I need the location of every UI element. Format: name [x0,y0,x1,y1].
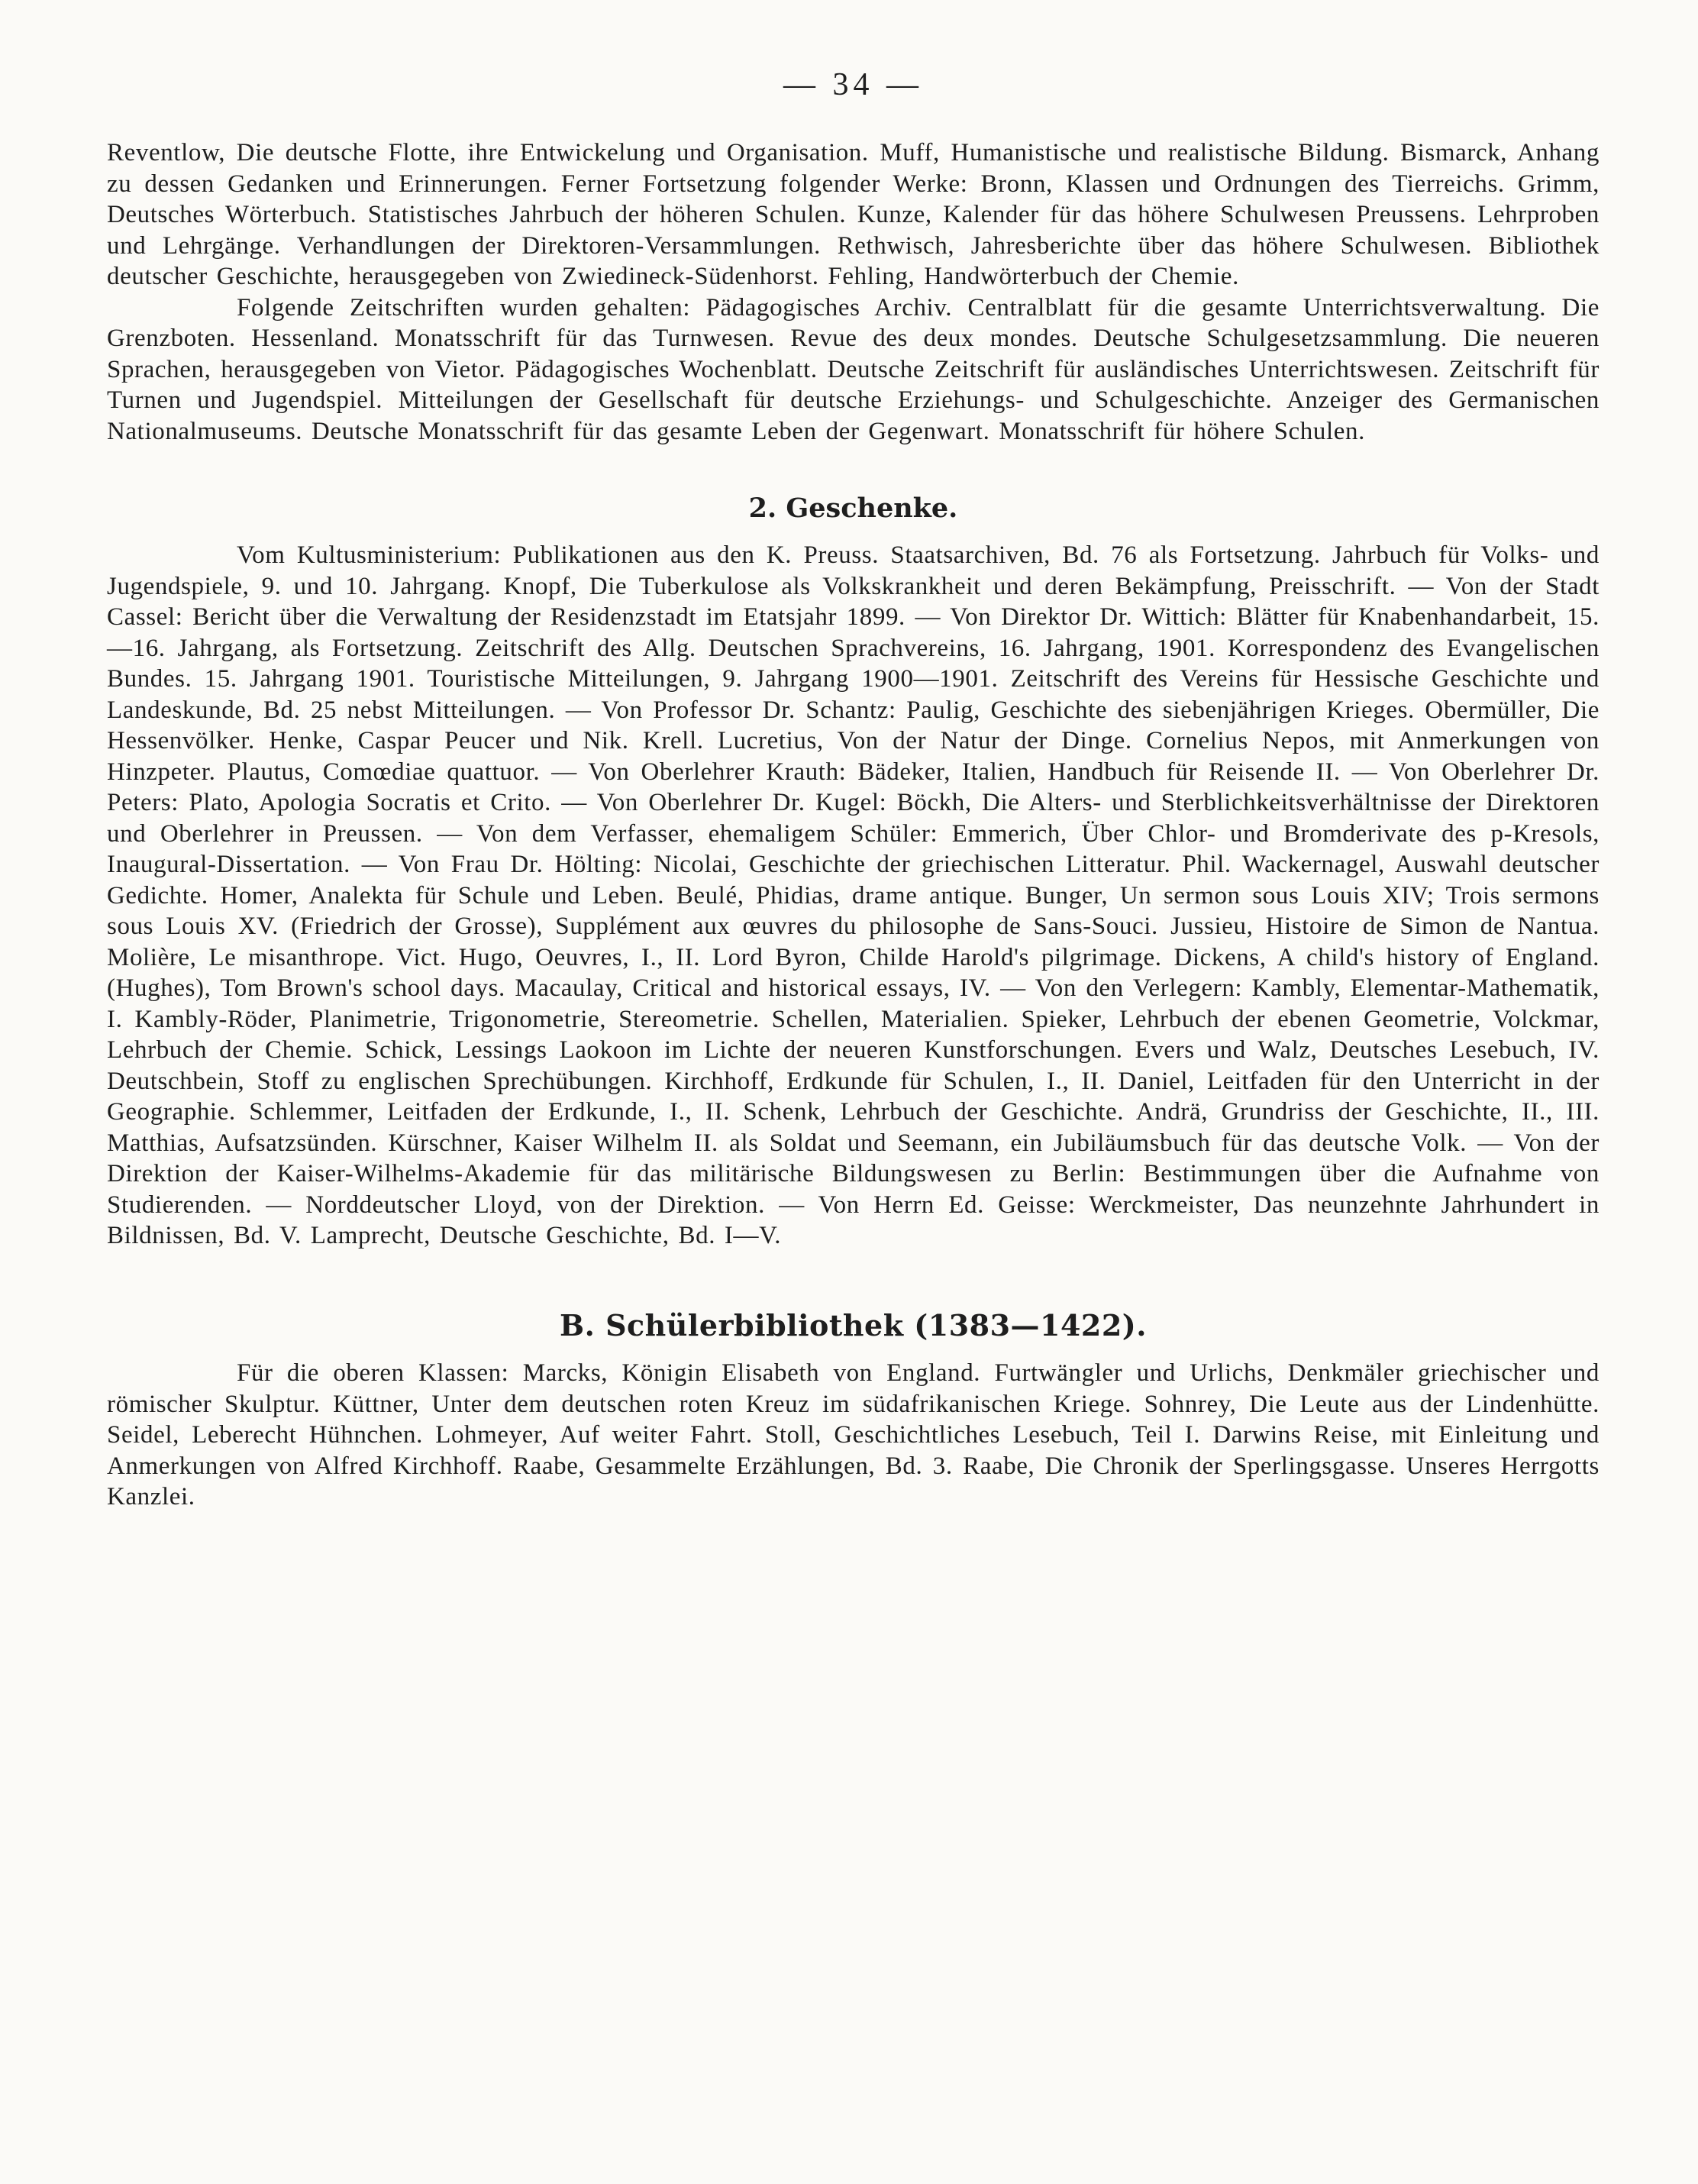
paragraph-schuelerbibliothek: Für die oberen Klassen: Marcks, Königin Elisabeth von England. Furtwängler und Urlichs, Denkmäler griechischer und römischer Skulptur. Küttner, Unter dem deutschen roten Kreuz im südafrikanischen Kriege. Sohnrey, Die Leute aus der Lindenhütte. Seidel, Leberecht Hühnchen. Lohmeyer, Auf weiter Fahrt. Stoll, Geschichtliches Lesebuch, Teil I. Darwins Reise, mit Einleitung und Anmerkungen von Alfred Kirchhoff. Raabe, Gesammelte Erzählungen, Bd. 3. Raabe, Die Chronik der Sperlingsgasse. Unseres Herrgotts Kanzlei. [107,1359,1600,1511]
document-page [107,69,1600,1513]
section-heading-geschenke: 2. Geschenke. [748,493,958,524]
paragraph-geschenke: Vom Kultusministerium: Publikationen aus den K. Preuss. Staatsarchiven, Bd. 76 als Fortsetzung. Jahrbuch für Volks- und Jugendspiele, 9. und 10. Jahrgang. Knopf, Die Tuberkulose als Volkskrankheit und deren Bekämpfung, Preisschrift. — Von der Stadt Cassel: Bericht über die Verwaltung der Residenzstadt im Etatsjahr 1899. — Von Direktor Dr. Wittich: Blätter für Knabenhandarbeit, 15.—16. Jahrgang, als Fortsetzung. Zeitschrift des Allg. Deutschen Sprachvereins, 16. Jahrgang, 1901. Korrespondenz des Evangelischen Bundes. 15. Jahrgang 1901. Touristische Mitteilungen, 9. Jahrgang 1900—1901. Zeitschrift des Vereins für Hessische Geschichte und Landeskunde, Bd. 25 nebst Mitteilungen. — Von Professor Dr. Schantz: Paulig, Geschichte des siebenjährigen Krieges. Obermüller, Die Hessenvölker. Henke, Caspar Peucer und Nik. Krell. Lucretius, Von der Natur der Dinge. Cornelius Nepos, mit Anmerkungen von Hinzpeter. Plautus, Comœdiae quattuor. — Von Oberlehrer Krauth: Bädeker, Italien, Handbuch für Reisende II. — Von Oberlehrer Dr. Peters: Plato, Apologia Socratis et Crito. — Von Oberlehrer Dr. Kugel: Böckh, Die Alters- und Sterblichkeitsverhältnisse der Direktoren und Oberlehrer in Preussen. — Von dem Verfasser, ehemaligem Schüler: Emmerich, Über Chlor- und Bromderivate des p-Kresols, Inaugural-Dissertation. — Von Frau Dr. Hölting: Nicolai, Geschichte der griechischen Litteratur. Phil. Wackernagel, Auswahl deutscher Gedichte. Homer, Analekta für Schule und Leben. Beulé, Phidias, drame antique. Bunger, Un sermon sous Louis XIV; Trois sermons sous Louis XV. (Friedrich der Grosse), Supplément aux œuvres du philosophe de Sans-Souci. Jussieu, Histoire de Simon de Nantua. Molière, Le misanthrope. Vict. Hugo, Oeuvres, I., II. Lord Byron, Childe Harold's pilgrimage. Dickens, A child's history of England. (Hughes), Tom Brown's school days. Macaulay, Critical and historical essays, IV. — Von den Verlegern: Kambly, Elementar-Mathematik, I. Kambly-Röder, Planimetrie, Trigonometrie, Stereometrie. Schellen, Materialien. Spieker, Lehrbuch der ebenen Geometrie, Volckmar, Lehrbuch der Chemie. Schick, Lessings Laokoon im Lichte der neueren Kunstforschungen. Evers und Walz, Deutsches Lesebuch, IV. Deutschbein, Stoff zu englischen Sprechübungen. Kirchhoff, Erdkunde für Schulen, I., II. Daniel, Leitfaden für den Unterricht in der Geographie. Schlemmer, Leitfaden der Erdkunde, I., II. Schenk, Lehrbuch der Geschichte. Andrä, Grundriss der Geschichte, II., III. Matthias, Aufsatzsünden. Kürschner, Kaiser Wilhelm II. als Soldat und Seemann, ein Jubiläumsbuch für das deutsche Volk. — Von der Direktion der Kaiser-Wilhelms-Akademie für das militärische Bildungswesen zu Berlin: Bestimmungen über die Aufnahme von Studierenden. — Norddeutscher Lloyd, von der Direktion. — Von Herrn Ed. Geisse: Werckmeister, Das neunzehnte Jahrhundert in Bildnissen, Bd. V. Lamprecht, Deutsche Geschichte, Bd. I—V. [107,541,1600,1249]
paragraph-periodicals: Folgende Zeitschriften wurden gehalten: Pädagogisches Archiv. Centralblatt für die gesamte Unterrichtsverwaltung. Die Grenzboten. Hessenland. Monatsschrift für das Turnwesen. Revue des deux mondes. Deutsche Schulgesetzsammlung. Die neueren Sprachen, herausgegeben von Vietor. Pädagogisches Wochenblatt. Deutsche Zeitschrift für ausländisches Unterrichtswesen. Zeitschrift für Turnen und Jugendspiel. Mitteilungen der Gesellschaft für deutsche Erziehungs- und Schulgeschichte. Anzeiger des Germanischen Nationalmuseums. Deutsche Monatsschrift für das gesamte Leben der Gegenwart. Monatsschrift für höhere Schulen. [107,293,1600,445]
section-heading-schuelerbibliothek: B. Schülerbibliothek (1383—1422). [560,1307,1147,1342]
page-number: — 34 — [783,67,923,102]
paragraph-library-acquisitions: Reventlow, Die deutsche Flotte, ihre Entwickelung und Organisation. Muff, Humanistische und realistische Bildung. Bismarck, Anhang zu dessen Gedanken und Erinnerungen. Ferner Fortsetzung folgender Werke: Bronn, Klassen und Ordnungen des Tierreichs. Grimm, Deutsches Wörterbuch. Statistisches Jahrbuch der höheren Schulen. Kunze, Kalender für das höhere Schulwesen Preussens. Lehrproben und Lehrgänge. Verhandlungen der Direktoren-Versammlungen. Rethwisch, Jahresberichte über das höhere Schulwesen. Bibliothek deutscher Geschichte, herausgegeben von Zwiedineck-Südenhorst. Fehling, Handwörterbuch der Chemie. [107,139,1600,290]
